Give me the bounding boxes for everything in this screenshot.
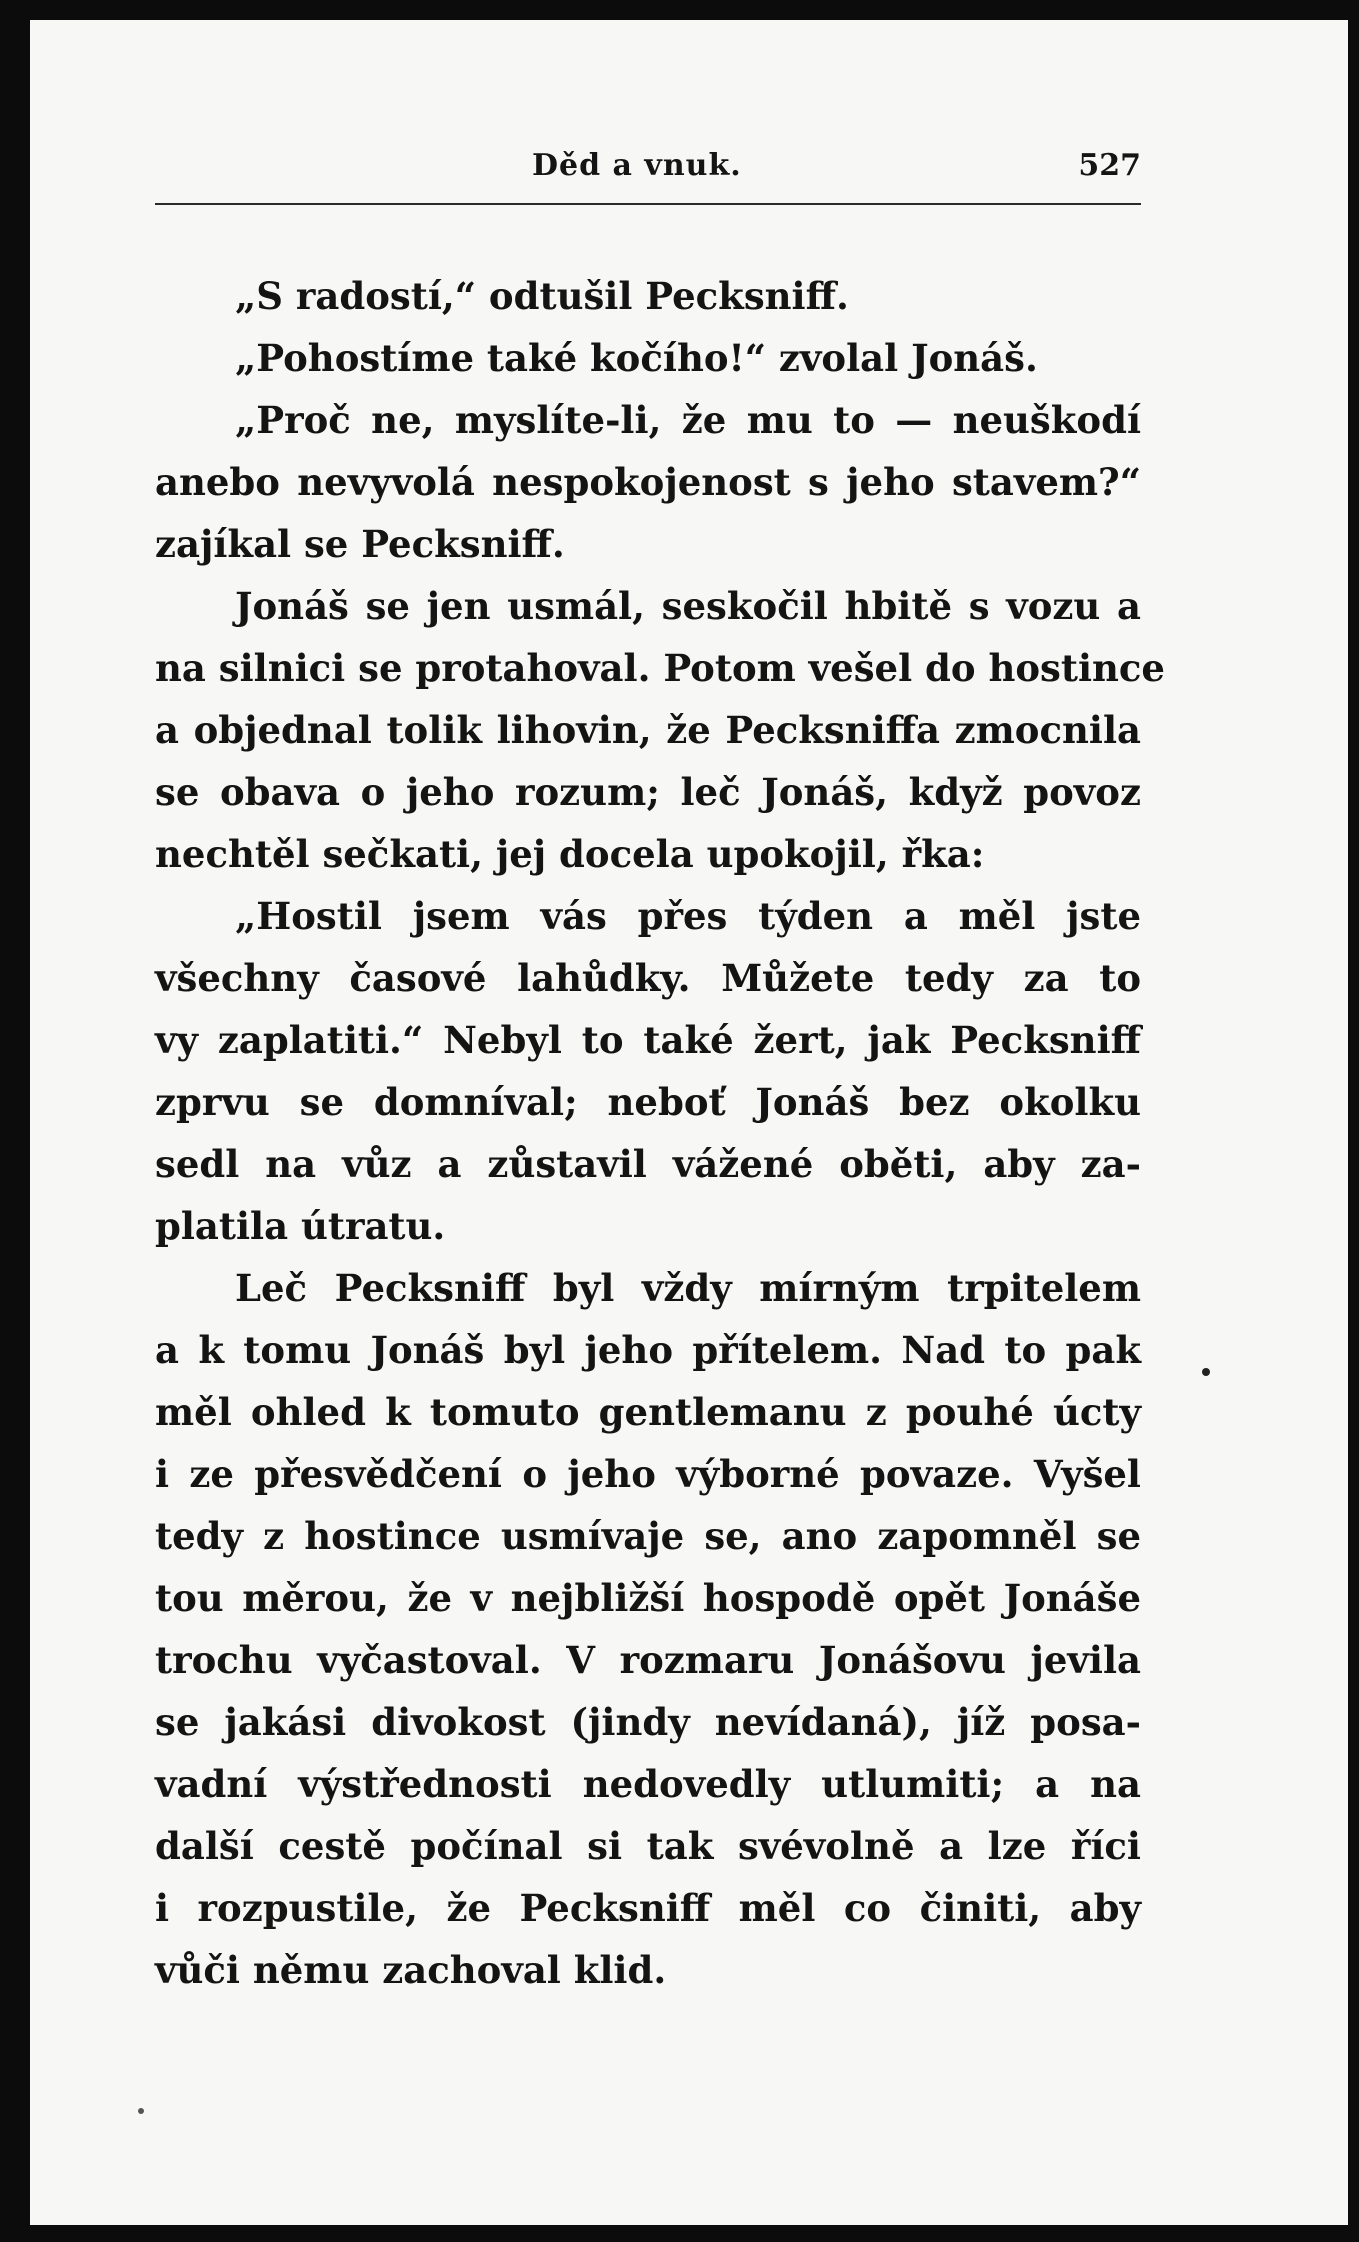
text-line: Jonáš se jen usmál, seskočil hbitě s vozu a: [235, 584, 1141, 628]
page-header: [155, 140, 1141, 200]
text-line: sedl na vůz a zůstavil vážené oběti, aby za-: [155, 1142, 1141, 1186]
text-line: tou měrou, že v nejbližší hospodě opět Jonáše: [155, 1576, 1141, 1620]
text-line: trochu vyčastoval. V rozmaru Jonášovu jevila: [155, 1638, 1141, 1682]
print-speck: [138, 2108, 144, 2114]
print-speck: [1202, 1368, 1210, 1376]
text-line: vy zaplatiti.“ Nebyl to také žert, jak Pecksniff: [155, 1018, 1141, 1062]
text-line: i rozpustile, že Pecksniff měl co činiti, aby: [155, 1886, 1141, 1930]
text-line: a k tomu Jonáš byl jeho přítelem. Nad to pak: [155, 1328, 1141, 1372]
text-line: anebo nevyvolá nespokojenost s jeho stavem?“: [155, 460, 1141, 504]
text-line: se obava o jeho rozum; leč Jonáš, když povoz: [155, 770, 1141, 814]
text-line: všechny časové lahůdky. Můžete tedy za to: [155, 956, 1141, 1000]
header-rule: [155, 203, 1141, 205]
text-line: a objednal tolik lihovin, že Pecksniffa zmocnila: [155, 708, 1141, 752]
text-line: se jakási divokost (jindy nevídaná), jíž posa-: [155, 1700, 1141, 1744]
page-number: 527: [1078, 148, 1141, 183]
text-line: další cestě počínal si tak svévolně a lze říci: [155, 1824, 1141, 1868]
text-line: nechtěl sečkati, jej docela upokojil, řka:: [155, 832, 985, 876]
body-text: [155, 265, 1165, 2001]
text-line: tedy z hostince usmívaje se, ano zapomněl se: [155, 1514, 1141, 1558]
text-line: Leč Pecksniff byl vždy mírným trpitelem: [235, 1266, 1141, 1310]
text-line: zprvu se domníval; neboť Jonáš bez okolku: [155, 1080, 1141, 1124]
text-line: „Pohostíme také kočího!“ zvolal Jonáš.: [235, 336, 1038, 380]
text-line: „S radostí,“ odtušil Pecksniff.: [235, 274, 849, 318]
text-line: „Hostil jsem vás přes týden a měl jste: [235, 894, 1141, 938]
text-line: vadní výstřednosti nedovedly utlumiti; a na: [155, 1762, 1141, 1806]
text-line: zajíkal se Pecksniff.: [155, 522, 565, 566]
text-line: „Proč ne, myslíte-li, že mu to — neuškodí: [235, 398, 1141, 442]
text-line: vůči němu zachoval klid.: [155, 1948, 667, 1992]
text-line: měl ohled k tomuto gentlemanu z pouhé úcty: [155, 1390, 1141, 1434]
text-line: na silnici se protahoval. Potom vešel do hostince: [155, 646, 1165, 690]
running-title: Děd a vnuk.: [532, 148, 742, 183]
text-line: platila útratu.: [155, 1204, 446, 1248]
text-line: i ze přesvědčení o jeho výborné povaze. Vyšel: [155, 1452, 1141, 1496]
